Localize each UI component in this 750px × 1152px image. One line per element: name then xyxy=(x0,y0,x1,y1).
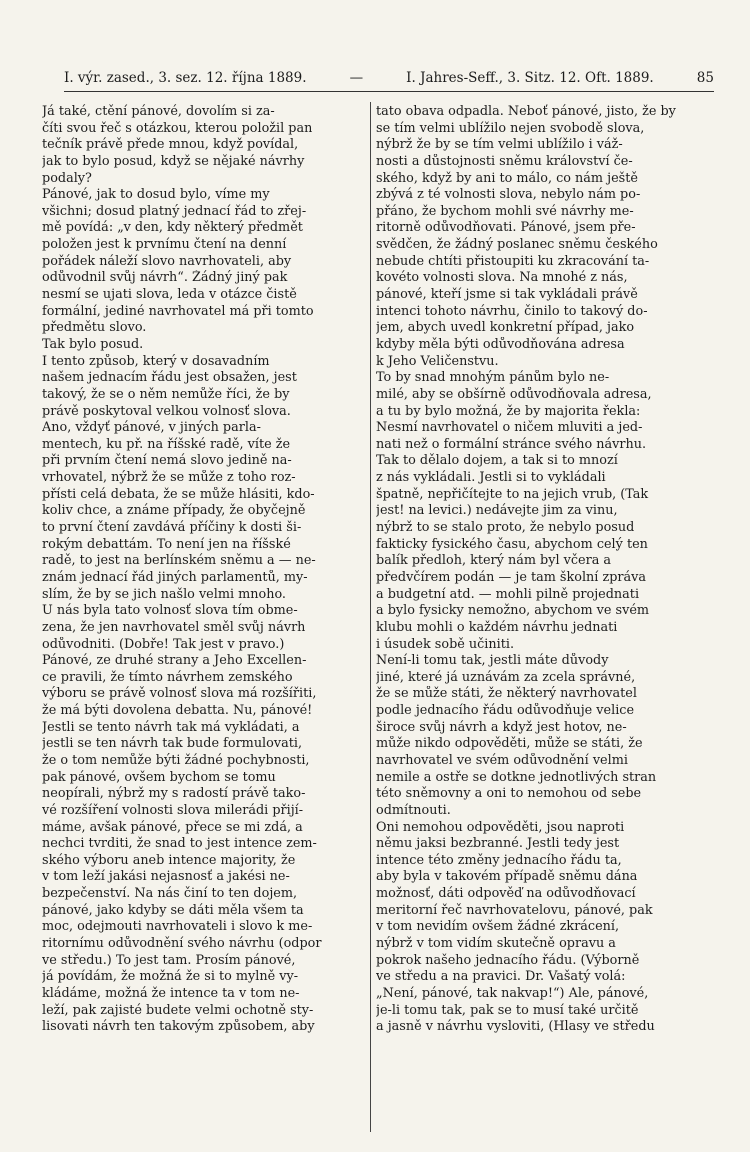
text-line: pak pánové, ovšem bychom se tomu xyxy=(42,769,276,785)
text-line: já povídám, že možná že si to mylně vy- xyxy=(42,969,299,985)
text-line: jem, abych uvedl konkretní případ, jako xyxy=(376,320,635,336)
text-line: To by snad mnohým pánům bylo ne- xyxy=(376,370,610,386)
text-line: ského, když by ani to málo, co nám ještě xyxy=(376,170,638,186)
text-line: této sněmovny a oni to nemohou od sebe xyxy=(376,786,642,802)
text-line: Není-li tomu tak, jestli máte důvody xyxy=(376,653,609,669)
text-line: navrhovatel ve svém odůvodnění velmi xyxy=(376,752,628,768)
text-line: fakticky fysického času, abychom celý ten xyxy=(376,536,648,552)
text-line: ritorně odůvodňovati. Pánové, jsem pře- xyxy=(376,220,636,236)
text-line: v tom nevidím ovšem žádné zkrácení, xyxy=(376,919,620,935)
text-line: odůvodniti. (Dobře! Tak jest v pravo.) xyxy=(42,636,285,652)
text-line: v tom leží jakási nejasnosť a jakési ne- xyxy=(42,869,290,885)
text-line: právě poskytoval velkou volnosť slova. xyxy=(42,403,291,419)
text-line: nesmí se ujati slova, leda v otázce čistě xyxy=(42,287,297,303)
text-line: ského výboru aneb intence majority, že xyxy=(42,852,296,868)
text-line: aby byla v takovém případě sněmu dána xyxy=(376,869,638,885)
text-line: „Není, pánové, tak nakvap!“) Ale, pánové, xyxy=(376,985,649,1001)
text-line: balík předloh, který nám byl včera a xyxy=(376,553,612,569)
text-line: meritorní řeč navrhovatelovu, pánové, pak xyxy=(376,902,653,918)
text-line: moc, odejmouti navrhovateli i slovo k me- xyxy=(42,919,313,935)
text-line: U nás byla tato volnosť slova tím obme- xyxy=(42,603,298,619)
text-line: že má býti dovolena debatta. Nu, pánové! xyxy=(42,703,313,719)
text-line: odmítnouti. xyxy=(376,802,451,818)
text-line: lisovati návrh ten takovým způsobem, aby xyxy=(42,1019,315,1035)
text-line: odůvodnil svůj návrh“. Žádný jiný pak xyxy=(42,270,288,286)
text-line: zena, že jen navrhovatel směl svůj návrh xyxy=(42,619,306,635)
text-line: to první čtení zavdává příčiny k dosti ši- xyxy=(42,520,302,536)
text-line: pánové, kteří jsme si tak vykládali právě xyxy=(376,287,638,303)
text-line: že se může státi, že některý navrhovatel xyxy=(376,686,637,702)
text-line: Oni nemohou odpověděti, jsou naproti xyxy=(376,819,625,835)
text-line: intenci tohoto návrhu, činilo to takový do- xyxy=(376,303,648,319)
text-line: I tento způsob, který v dosavadním xyxy=(42,353,270,369)
text-line: nýbrž v tom vidím skutečně opravu a xyxy=(376,936,616,952)
text-line: přísti celá debata, že se může hlásiti, kdo- xyxy=(42,486,315,502)
text-line: koliv chce, a známe případy, že obyčejně xyxy=(42,503,306,519)
text-line: nati než o formální stránce svého návrhu. xyxy=(376,436,647,452)
text-line: intence této změny jednacího řádu ta, xyxy=(376,852,622,868)
text-line: přáno, že bychom mohli své návrhy me- xyxy=(376,203,634,219)
header-right: I. Jahres-Seff., 3. Sitz. 12. Oft. 1889. xyxy=(406,70,654,86)
text-line: vrhovatel, nýbrž že se může z toho roz- xyxy=(42,470,296,486)
text-line: zbývá z té volnosti slova, nebylo nám po- xyxy=(376,187,641,203)
text-line: pořádek náleží slovo navrhovateli, aby xyxy=(42,253,292,269)
page-header xyxy=(64,66,714,90)
text-line: jiné, které já uznávám za zcela správné, xyxy=(376,669,636,685)
text-line: nýbrž že by se tím velmi ublížilo i váž- xyxy=(376,137,623,153)
text-line: jestli se ten návrh tak bude formulovati, xyxy=(42,736,303,752)
text-line: tečník právě přede mnou, když povídal, xyxy=(42,137,299,153)
header-dash: — xyxy=(349,70,364,86)
text-line: ce pravili, že tímto návrhem zemského xyxy=(42,669,293,685)
text-line: špatně, nepřičítejte to na jejich vrub, (Tak xyxy=(376,486,649,502)
text-line: jak to bylo posud, když se nějaké návrhy xyxy=(42,153,305,169)
text-line: ve středu a na pravici. Dr. Vašatý volá: xyxy=(376,969,626,985)
text-line: a jasně v návrhu vysloviti, (Hlasy ve středu xyxy=(376,1019,655,1035)
text-line: znám jednací řád jiných parlamentů, my- xyxy=(42,569,308,585)
text-line: a tu by bylo možná, že by majorita řekla: xyxy=(376,403,641,419)
text-line: je-li tomu tak, pak se to musí také určitě xyxy=(376,1002,639,1018)
text-line: široce svůj návrh a když jest hotov, ne- xyxy=(376,719,627,735)
text-line: předmětu slovo. xyxy=(42,320,147,336)
text-line: nosti a důstojnosti sněmu království če- xyxy=(376,153,633,169)
text-line: Pánové, jak to dosud bylo, víme my xyxy=(42,187,270,203)
text-line: předvčírem podán — je tam školní zpráva xyxy=(376,569,646,585)
text-line: milé, aby se obšírně odůvodňovala adresa, xyxy=(376,386,652,402)
column-divider xyxy=(370,102,371,1132)
text-line: i úsudek sobě učiniti. xyxy=(376,636,515,652)
text-line: leží, pak zajisté budete velmi ochotně sty- xyxy=(42,1002,314,1018)
text-line: takový, že se o něm nemůže říci, že by xyxy=(42,386,290,402)
text-line: neopírali, nýbrž my s radostí právě tako- xyxy=(42,786,306,802)
text-line: máme, avšak pánové, přece se mi zdá, a xyxy=(42,819,303,835)
text-line: našem jednacím řádu jest obsažen, jest xyxy=(42,370,297,386)
text-line: mentech, ku př. na říšské radě, víte že xyxy=(42,436,291,452)
text-line: podaly? xyxy=(42,170,92,186)
text-line: možnosť, dáti odpověď na odůvodňovací xyxy=(376,886,636,902)
text-line: nýbrž to se stalo proto, že nebylo posud xyxy=(376,520,635,536)
text-line: položen jest k prvnímu čtení na denní xyxy=(42,237,287,253)
text-line: se tím velmi ublížilo nejen svobodě slova, xyxy=(376,120,645,136)
text-line: klubu mohli o každém návrhu jednati xyxy=(376,619,618,635)
text-line: kdyby měla býti odůvodňována adresa xyxy=(376,336,625,352)
text-line: ritornímu odůvodnění svého návrhu (odpor xyxy=(42,936,322,952)
text-line: Jestli se tento návrh tak má vykládati, a xyxy=(42,719,300,735)
text-line: radě, to jest na berlínském sněmu a — ne- xyxy=(42,553,316,569)
text-line: formální, jediné navrhovatel má při tomto xyxy=(42,303,314,319)
text-line: Tak bylo posud. xyxy=(42,336,144,352)
text-line: pánové, jako kdyby se dáti měla všem ta xyxy=(42,902,304,918)
text-line: Ano, vždyť pánové, v jiných parla- xyxy=(42,420,261,436)
text-line: slím, že by se jich našlo velmi mnoho. xyxy=(42,586,287,602)
text-line: Nesmí navrhovatel o ničem mluviti a jed- xyxy=(376,420,643,436)
text-line: pokrok našeho jednacího řádu. (Výborně xyxy=(376,952,640,968)
text-line: výboru se právě volnosť slova má rozšířiti, xyxy=(42,686,317,702)
text-line: bezpečenství. Na nás činí to ten dojem, xyxy=(42,886,298,902)
text-line: při prvním čtení nemá slovo jedině na- xyxy=(42,453,292,469)
text-line: nebude chtíti přistoupiti ku zkracování ta- xyxy=(376,253,650,269)
text-line: Tak to dělalo dojem, a tak si to mnozí xyxy=(376,453,618,469)
text-line: nemile a ostře se dotkne jednotlivých stran xyxy=(376,769,657,785)
text-line: tato obava odpadla. Neboť pánové, jisto, že by xyxy=(376,104,676,119)
text-line: Já také, ctění pánové, dovolím si za- xyxy=(42,104,275,119)
text-line: svědčen, že žádný poslanec sněmu českého xyxy=(376,237,658,253)
text-line: z nás vykládali. Jestli si to vykládali xyxy=(376,470,606,486)
text-line: kládáme, možná že intence ta v tom ne- xyxy=(42,985,300,1001)
page-number: 85 xyxy=(696,70,714,86)
text-line: jest! na levici.) nedávejte jim za vinu, xyxy=(376,503,618,519)
text-line: a bylo fysicky nemožno, abychom ve svém xyxy=(376,603,650,619)
text-line: mě povídá: „v den, kdy některý předmět xyxy=(42,220,303,236)
left-column xyxy=(42,104,362,1036)
text-line: všichni; dosud platný jednací řád to zřej- xyxy=(42,203,307,219)
text-line: vé rozšíření volnosti slova milerádi přijí- xyxy=(42,802,304,818)
text-line: nechci tvrditi, že snad to jest intence zem- xyxy=(42,836,317,852)
text-line: k Jeho Veličenstvu. xyxy=(376,353,499,369)
text-line: může nikdo odpověděti, může se státi, že xyxy=(376,736,643,752)
text-line: že o tom nemůže býti žádné pochybnosti, xyxy=(42,752,310,768)
text-line: rokým debattám. To není jen na říšské xyxy=(42,536,291,552)
text-line: podle jednacího řádu odůvodňuje velice xyxy=(376,703,635,719)
header-left: I. výr. zased., 3. sez. 12. října 1889. xyxy=(64,70,307,86)
text-line: Pánové, ze druhé strany a Jeho Excellen- xyxy=(42,653,307,669)
header-rule xyxy=(64,91,714,92)
text-line: němu jaksi bezbranné. Jestli tedy jest xyxy=(376,836,620,852)
text-line: ve středu.) To jest tam. Prosím pánové, xyxy=(42,952,296,968)
text-line: kovéto volnosti slova. Na mnohé z nás, xyxy=(376,270,628,286)
text-line: číti svou řeč s otázkou, kterou položil pan xyxy=(42,120,313,136)
right-column xyxy=(376,104,706,1036)
text-line: a budgetní atd. — mohli pilně projednati xyxy=(376,586,640,602)
